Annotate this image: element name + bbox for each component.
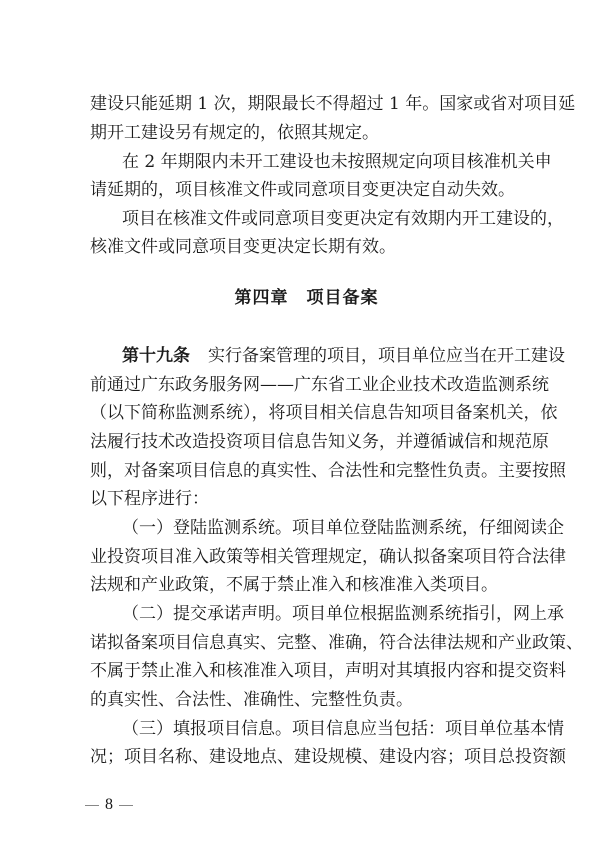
- dash-decoration: [119, 805, 133, 806]
- paragraph-line: 法履行技术改造投资项目信息告知义务，并遵循诚信和规范原: [90, 432, 549, 452]
- list-item-line: 的真实性、合法性、准确性、完整性负责。: [90, 690, 413, 710]
- list-item-line: 不属于禁止准入和核准准入项目，声明对其填报内容和提交资料: [90, 661, 566, 681]
- paragraph-line: 核准文件或同意项目变更决定长期有效。: [90, 237, 396, 257]
- paragraph-line: （以下简称监测系统），将项目相关信息告知项目备案机关，依: [90, 403, 558, 423]
- article-text: 实行备案管理的项目，项目单位应当在开工建设: [208, 346, 565, 366]
- list-item-line: 况；项目名称、建设地点、建设规模、建设内容；项目总投资额: [90, 747, 566, 767]
- page-number-value: 8: [105, 796, 113, 813]
- list-item-line: （三）填报项目信息。项目信息应当包括：项目单位基本情: [122, 719, 564, 739]
- dash-decoration: [85, 805, 99, 806]
- article-label: 第十九条: [122, 346, 190, 366]
- paragraph-line: 建设只能延期 1 次，期限最长不得超过 1 年。国家或省对项目延: [90, 94, 576, 114]
- paragraph-line: 项目在核准文件或同意项目变更决定有效期内开工建设的，: [122, 209, 564, 229]
- list-item-line: 诺拟备案项目信息真实、完整、准确，符合法律法规和产业政策、: [90, 633, 583, 653]
- list-item-line: 法规和产业政策，不属于禁止准入和核准准入类项目。: [90, 575, 498, 595]
- paragraph-line: 请延期的，项目核准文件或同意项目变更决定自动失效。: [90, 180, 515, 200]
- list-item-line: （二）提交承诺声明。项目单位根据监测系统指引，网上承: [122, 604, 564, 624]
- paragraph-line: 期开工建设另有规定的，依照其规定。: [90, 123, 379, 143]
- article-first-line: [122, 346, 565, 366]
- chapter-heading: 第四章 项目备案: [234, 288, 379, 308]
- list-item-line: （一）登陆监测系统。项目单位登陆监测系统，仔细阅读企: [122, 518, 564, 538]
- paragraph-line: 则，对备案项目信息的真实性、合法性和完整性负责。主要按照: [90, 461, 566, 481]
- list-item-line: 业投资项目准入政策等相关管理规定，确认拟备案项目符合法律: [90, 547, 566, 567]
- paragraph-line: 前通过广东政务服务网——广东省工业企业技术改造监测系统: [90, 375, 549, 395]
- page-number: [85, 796, 133, 814]
- paragraph-line: 在 2 年期限内未开工建设也未按照规定向项目核准机关申: [122, 152, 552, 172]
- paragraph-line: 以下程序进行：: [90, 489, 209, 509]
